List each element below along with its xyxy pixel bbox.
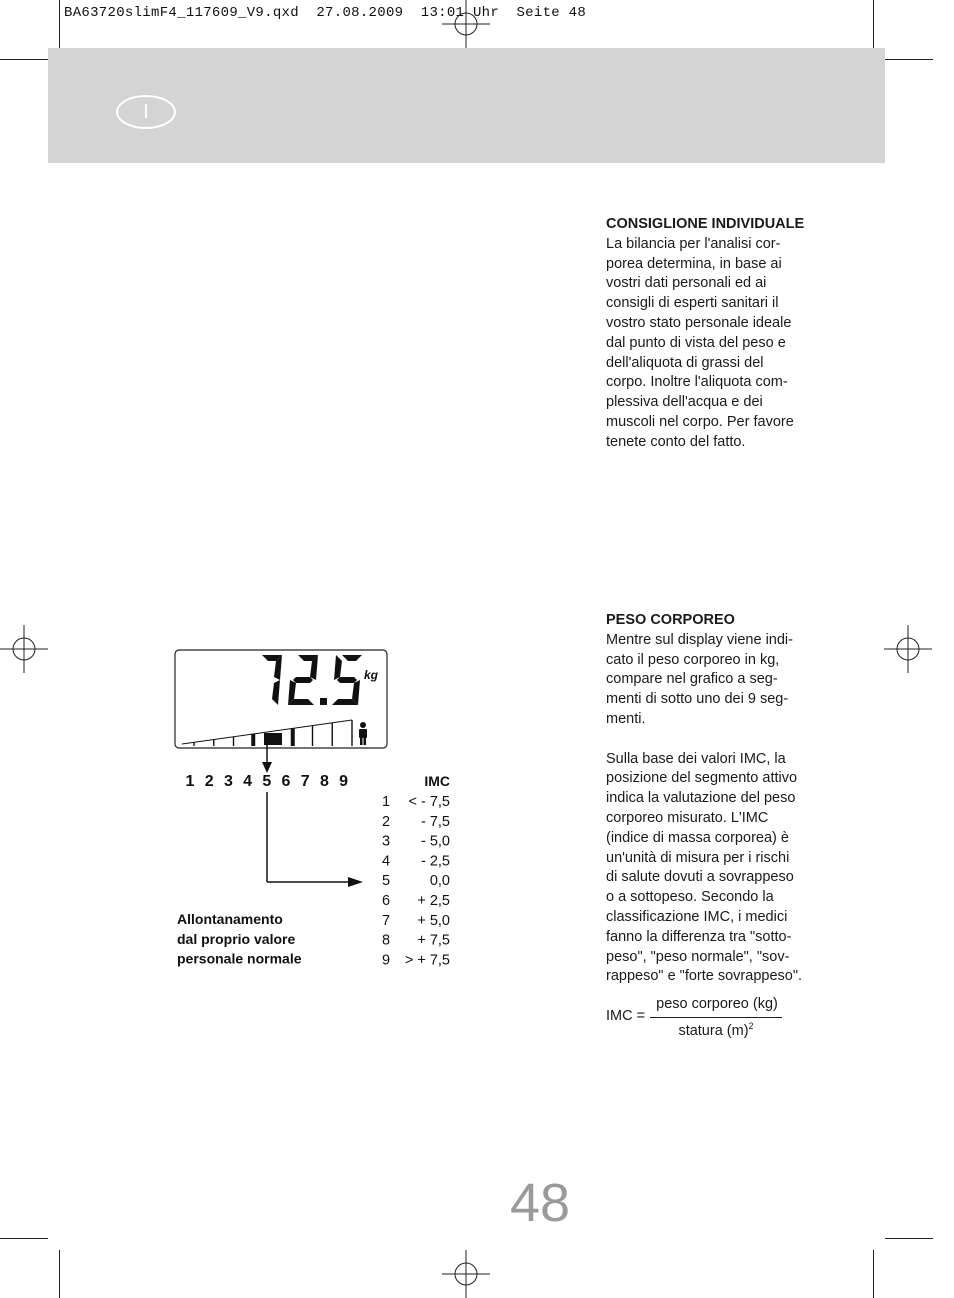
individual-line: La bilancia per l'analisi cor- bbox=[606, 235, 781, 252]
deviation-label-line: dal proprio valore bbox=[177, 930, 296, 947]
segment-number: 8 bbox=[319, 773, 329, 790]
page-number: 48 bbox=[509, 1173, 571, 1233]
individual-line: tenete conto del fatto. bbox=[606, 433, 746, 450]
formula-denominator-text: statura (m) bbox=[678, 1022, 749, 1039]
weight-p2-line: Sulla base dei valori IMC, la bbox=[606, 750, 786, 767]
segment-bar bbox=[251, 734, 255, 746]
imc-row-index: 4 bbox=[381, 853, 391, 870]
segment-number: 2 bbox=[204, 773, 214, 790]
segment-bar-active bbox=[264, 733, 282, 745]
individual-line: vostro stato personale ideale bbox=[606, 314, 792, 331]
imc-row-value: < - 7,5 bbox=[408, 794, 450, 810]
imc-row-index: 3 bbox=[381, 833, 391, 850]
segment-number: 5 bbox=[262, 773, 272, 790]
weight-p2-line: un'unità di misura per i rischi bbox=[606, 849, 790, 866]
segment-bar bbox=[332, 723, 333, 746]
segment-bar bbox=[233, 737, 234, 746]
deviation-label bbox=[177, 911, 302, 967]
weight-p2-line: o a sottopeso. Secondo la bbox=[606, 889, 774, 906]
imc-row-value: - 2,5 bbox=[420, 853, 450, 870]
weight-p2-line: rappeso" e "forte sovrappeso". bbox=[606, 968, 802, 985]
imc-row-index: 1 bbox=[381, 794, 391, 810]
imc-row-index: 5 bbox=[381, 873, 391, 890]
imc-row-value: - 5,0 bbox=[420, 833, 450, 850]
segment-number: 9 bbox=[339, 773, 349, 790]
individual-line: consigli di esperti sanitari il bbox=[606, 295, 779, 312]
segment-number: 4 bbox=[243, 773, 253, 790]
imc-row-value: + 5,0 bbox=[417, 912, 450, 929]
segment-number: 3 bbox=[223, 773, 233, 790]
section-heading: CONSIGLIONE INDIVIDUALE bbox=[606, 216, 805, 232]
imc-table bbox=[382, 794, 450, 968]
section-heading: PESO CORPOREO bbox=[606, 612, 735, 628]
segment-bar bbox=[193, 742, 194, 746]
segment-number: 1 bbox=[185, 773, 195, 790]
weight-p2-line: peso", "peso normale", "sov- bbox=[606, 948, 790, 965]
weight-p1-line: menti di sotto uno dei 9 seg- bbox=[606, 691, 789, 708]
lcd-digit-segment bbox=[293, 677, 313, 683]
individual-line: vostri dati personali ed ai bbox=[606, 275, 767, 292]
segment-bar bbox=[351, 720, 352, 746]
lcd-unit-label: kg bbox=[364, 668, 379, 682]
imc-row-value: > + 7,5 bbox=[404, 952, 450, 969]
imc-row-value: - 7,5 bbox=[420, 813, 450, 830]
segment-bar bbox=[312, 726, 313, 746]
individual-line: dell'aliquota di grassi del bbox=[606, 354, 764, 371]
individual-line: dal punto di vista del peso e bbox=[606, 334, 786, 351]
formula-exponent: 2 bbox=[748, 1021, 754, 1031]
individual-line: porea determina, in base ai bbox=[606, 255, 782, 272]
segment-bar bbox=[291, 728, 295, 746]
segment-number-row bbox=[186, 773, 349, 790]
imc-row-value: + 2,5 bbox=[417, 893, 450, 909]
formula-lhs: IMC = bbox=[606, 1008, 646, 1024]
deviation-label-line: personale normale bbox=[177, 950, 302, 967]
weight-p2-line: classificazione IMC, i medici bbox=[606, 908, 788, 925]
imc-row-index: 7 bbox=[381, 912, 391, 929]
print-slug: BA63720slimF4_117609_V9.qxd 27.08.2009 13:01 Uhr Seite 48 bbox=[64, 5, 587, 21]
arrow-down-head bbox=[262, 762, 272, 773]
imc-row-index: 2 bbox=[381, 813, 391, 830]
formula-numerator: peso corporeo (kg) bbox=[656, 996, 778, 1012]
weight-p2-line: (indice di massa corporea) è bbox=[606, 829, 789, 846]
individual-line: corpo. Inoltre l'aliquota com- bbox=[606, 374, 788, 391]
imc-table-header: IMC bbox=[424, 773, 450, 789]
weight-p1-line: compare nel grafico a seg- bbox=[606, 671, 778, 688]
weight-p2-line: corporeo misurato. L'IMC bbox=[606, 809, 769, 826]
segment-number: 6 bbox=[281, 773, 291, 790]
segment-number: 7 bbox=[300, 773, 310, 790]
imc-row-value: 0,0 bbox=[429, 873, 450, 890]
weight-p2-line: indica la valutazione del peso bbox=[606, 790, 796, 807]
weight-p1-line: cato il peso corporeo in kg, bbox=[606, 651, 780, 668]
language-badge: I bbox=[116, 95, 176, 129]
weight-p2-line: di salute dovuti a sovrappeso bbox=[606, 869, 794, 886]
deviation-label-line: Allontanamento bbox=[177, 911, 283, 927]
lcd-decimal-point bbox=[320, 698, 327, 705]
imc-row-index: 6 bbox=[381, 893, 391, 909]
segment-bar bbox=[213, 740, 214, 746]
imc-row-value: + 7,5 bbox=[417, 932, 450, 949]
individual-line: plessiva dell'acqua e dei bbox=[606, 394, 763, 411]
imc-row-index: 8 bbox=[381, 932, 391, 949]
lcd-digit-segment bbox=[337, 677, 357, 683]
weight-p1-line: menti. bbox=[606, 710, 646, 727]
weight-p2-line: fanno la differenza tra "sotto- bbox=[606, 928, 792, 945]
arrow-right-head bbox=[348, 877, 363, 887]
imc-row-index: 9 bbox=[381, 952, 391, 969]
weight-p2-line: posizione del segmento attivo bbox=[606, 770, 798, 787]
weight-p1-line: Mentre sul display viene indi- bbox=[606, 631, 793, 648]
individual-line: muscoli nel corpo. Per favore bbox=[606, 413, 794, 430]
